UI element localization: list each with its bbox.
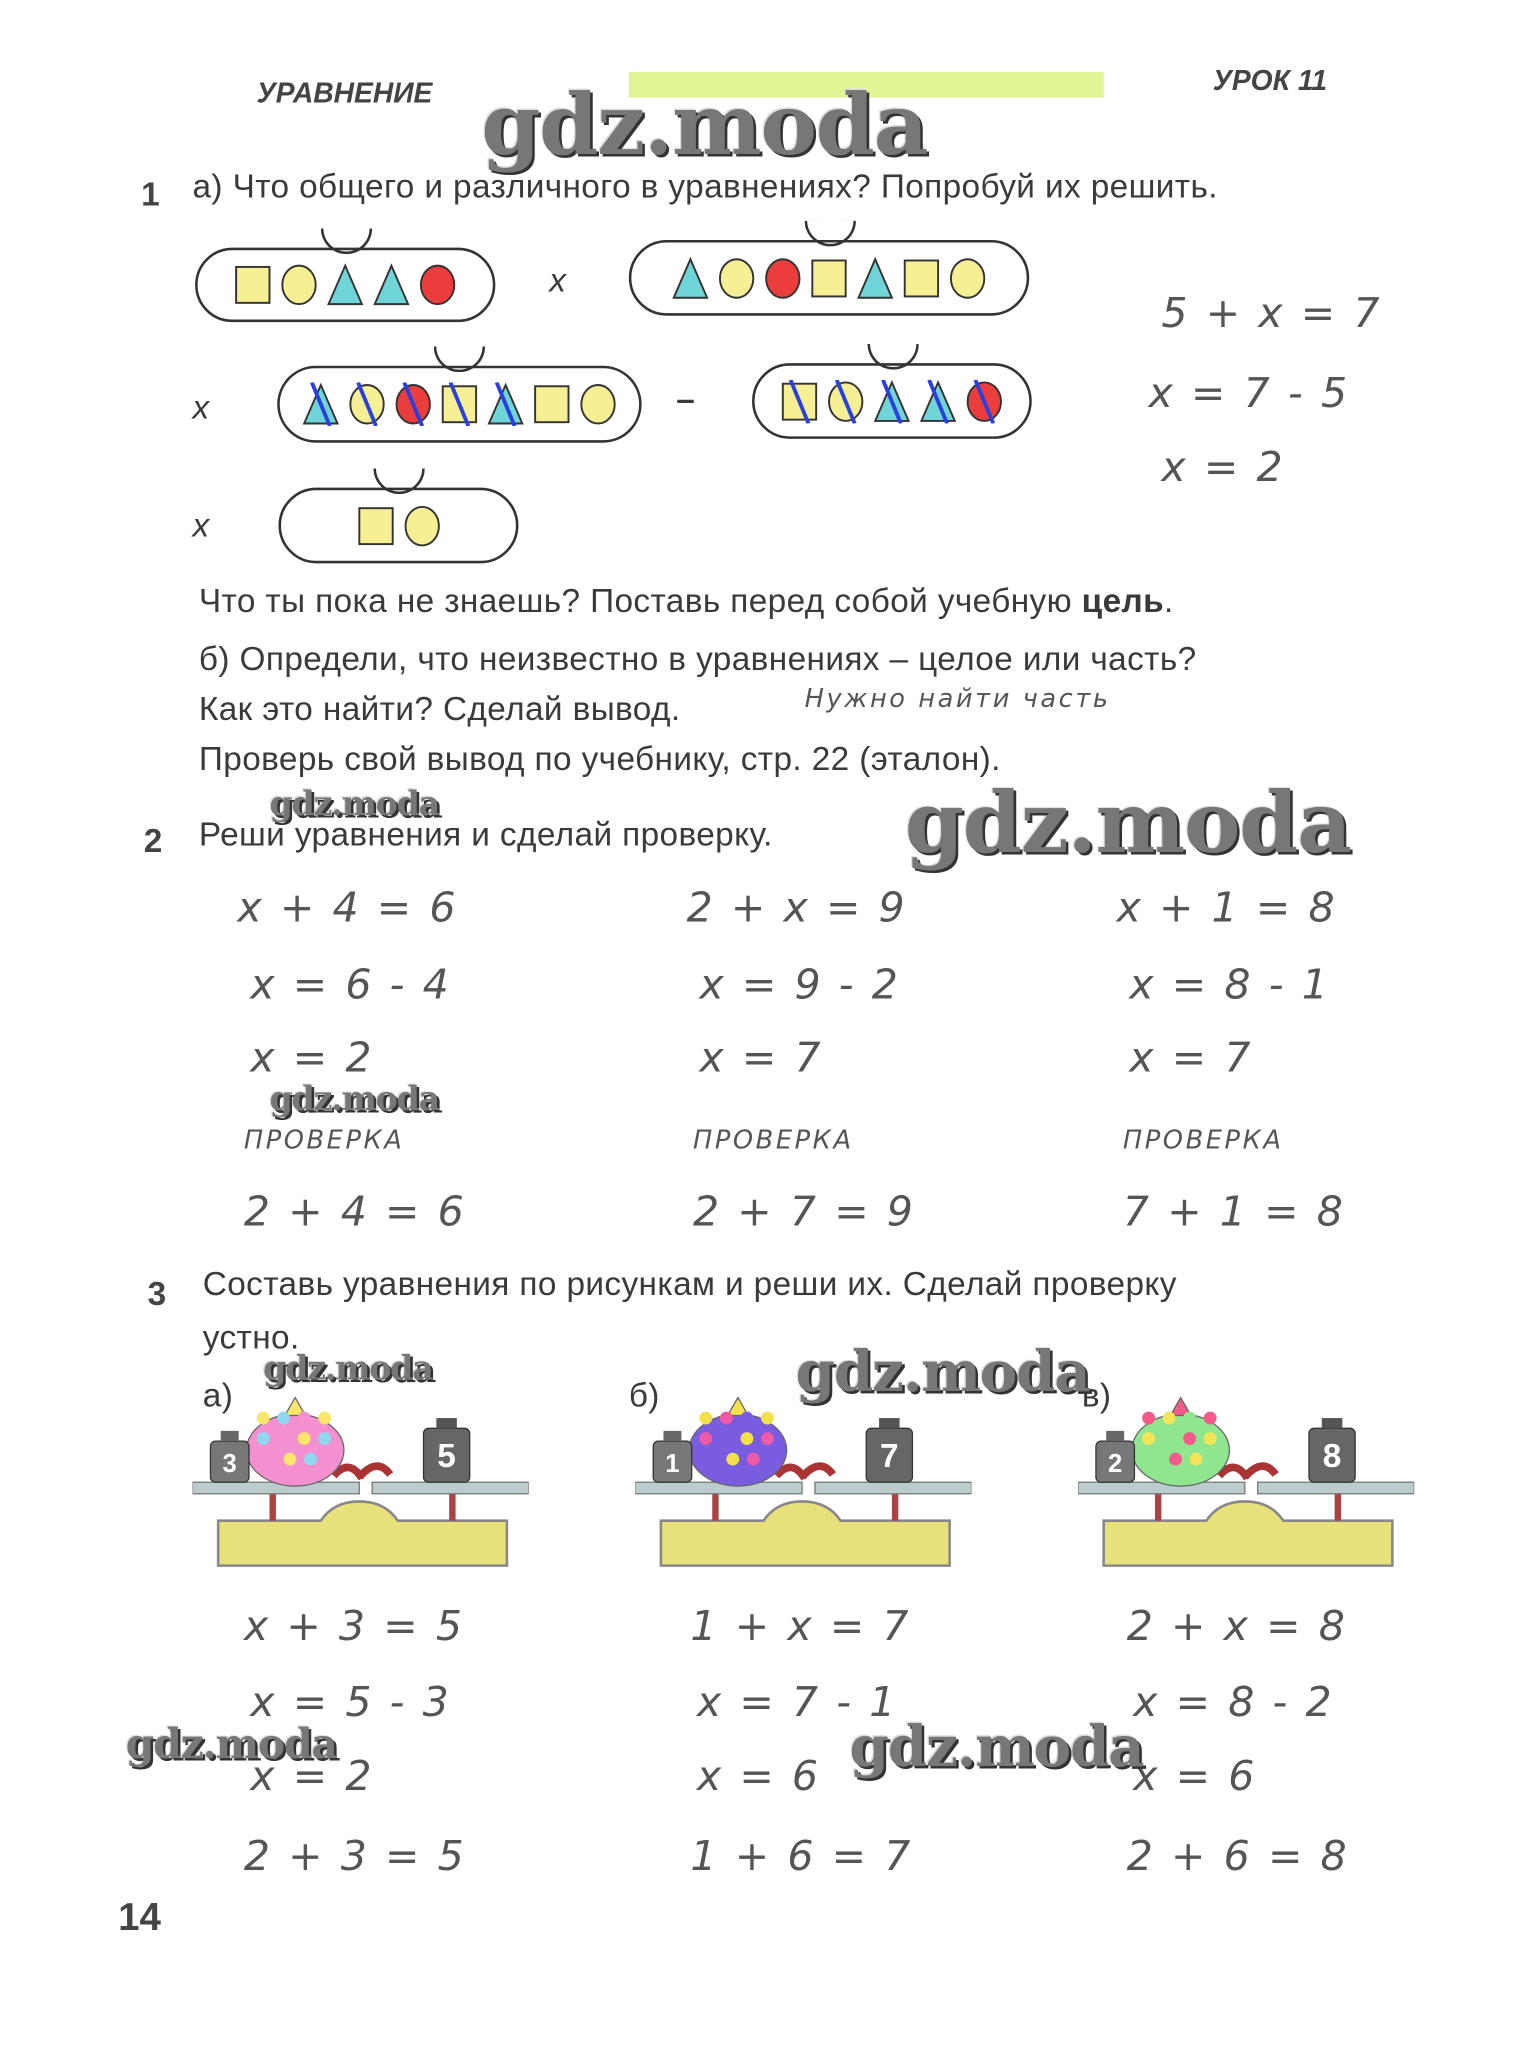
bag-dot [761,1412,774,1425]
bag-dot [277,1432,290,1445]
right-weight-value: 8 [1322,1437,1342,1475]
watermark: gdz.moda [849,1714,1144,1780]
solution-step: x = 5 - 3 [250,1677,452,1727]
triangle-icon [372,263,410,307]
watermark: gdz.moda [269,1080,439,1120]
bag-dot [1142,1412,1155,1425]
task2-number: 2 [143,821,163,860]
balance-scale-icon [635,1392,971,1574]
equation: x + 4 = 6 [237,882,459,932]
bag-dot [277,1412,290,1425]
solution-line-3: x = 2 [1161,442,1286,492]
triangle-icon [919,379,957,423]
bag-dot [304,1453,317,1466]
item-label: а) [202,1375,234,1415]
solution-answer: x = 7 [1129,1033,1254,1082]
check-equation: 2 + 4 = 6 [243,1187,467,1236]
square-icon [533,382,571,426]
bag-dot [740,1432,753,1445]
circle-icon [348,382,386,426]
solution-line-1: 5 + x = 7 [1161,288,1383,338]
solution-step: x = 6 - 4 [250,959,452,1009]
check-label: ПРОВЕРКА [243,1124,405,1155]
bag-dot [257,1432,270,1445]
bag-dot [726,1453,739,1466]
circle-icon [948,256,986,300]
bag-dot [1190,1453,1203,1466]
watermark: gdz.moda [795,1339,1090,1406]
square-icon [780,379,818,423]
solution-step: x = 8 - 2 [1133,1677,1335,1727]
bag-dot [325,1453,338,1466]
triangle-icon [486,382,524,426]
solution-step: x = 8 - 1 [1129,959,1331,1009]
task1-b-text2: Как это найти? Сделай вывод. [198,689,681,728]
solution-step: x = 7 - 1 [696,1677,898,1727]
question-bold: цель [1081,581,1165,620]
square-icon [356,504,394,548]
triangle-icon [873,379,911,423]
watermark: gdz.moda [269,785,439,824]
bag-dot [1183,1432,1196,1445]
page-number: 14 [118,1896,161,1940]
solution-answer: x = 6 [1133,1751,1257,1801]
item-label: в) [1081,1375,1112,1415]
circle-icon [579,382,617,426]
bag-dot [1142,1432,1155,1445]
lesson-number: УРОК 11 [1212,64,1328,97]
shape-group-2 [629,240,1029,316]
square-icon [902,256,940,300]
square-icon [810,256,848,300]
solution-line-2: x = 7 - 5 [1148,368,1350,418]
square-icon [234,263,272,307]
bag-dot [257,1412,270,1425]
equation: 1 + x = 7 [690,1601,912,1651]
solution-answer: x = 2 [250,1751,375,1801]
bag-dot [1204,1412,1217,1425]
bag-dot [1163,1432,1176,1445]
bag-dot [740,1412,753,1425]
balance-scale-icon [1078,1392,1414,1574]
circle-red-icon [394,382,432,426]
triangle-icon [326,263,364,307]
check-equation: 1 + 6 = 7 [690,1831,913,1881]
shape-group-1 [195,248,495,322]
circle-icon [402,504,440,548]
bag-dot [720,1412,733,1425]
solution-answer: x = 2 [250,1033,375,1082]
minus-symbol: – [676,379,696,419]
check-label: ПРОВЕРКА [1122,1124,1284,1155]
bag-dot [747,1453,760,1466]
left-weight-value: 1 [665,1449,680,1478]
x-symbol: x [549,260,567,300]
solution-step: x = 9 - 2 [699,959,901,1009]
right-weight-value: 5 [437,1437,456,1475]
bag-dot [298,1432,311,1445]
task3-text2: устно. [202,1317,300,1357]
left-weight-value: 2 [1108,1449,1123,1478]
circle-icon [826,379,864,423]
question-text: Что ты пока не знаешь? Поставь перед собой учебную цель. [198,581,1174,620]
right-weight-value: 7 [880,1437,899,1475]
check-label: ПРОВЕРКА [692,1124,854,1155]
handwritten-conclusion: Нужно найти часть [804,682,1111,714]
balance-scale-icon [192,1392,528,1574]
triangle-icon [302,382,340,426]
task1-number: 1 [141,174,160,214]
check-equation: 2 + 7 = 9 [692,1187,916,1236]
shape-group-5 [278,488,518,564]
task1-b-text: б) Определи, что неизвестно в уравнениях – целое или часть? [198,639,1197,678]
triangle-icon [856,256,894,300]
watermark: gdz.moda [481,74,928,175]
equation: x + 3 = 5 [243,1601,465,1651]
bag-dot [1210,1453,1223,1466]
bag-dot [1183,1412,1196,1425]
bag-dot [284,1453,297,1466]
watermark: gdz.moda [125,1719,337,1769]
task1-a-text: а) Что общего и различного в уравнениях? Попробуй их решить. [192,166,1218,206]
circle-red-icon [764,256,802,300]
task3-number: 3 [147,1274,167,1313]
check-equation: 7 + 1 = 8 [1122,1187,1346,1236]
task2-text: Реши уравнения и сделай проверку. [198,814,773,854]
bag-dot [761,1432,774,1445]
equation: 2 + x = 8 [1126,1601,1348,1651]
task3-text: Составь уравнения по рисункам и реши их. Сделай проверку [202,1264,1177,1303]
check-equation: 2 + 3 = 5 [243,1831,467,1881]
bag-dot [298,1412,311,1425]
circle-red-icon [965,379,1003,423]
bag-dot [1163,1412,1176,1425]
bag-dot [1169,1453,1182,1466]
question-main: Что ты пока не знаешь? Поставь перед собой учебную [198,581,1073,620]
triangle-icon [671,256,709,300]
bag-dot [318,1432,331,1445]
bag-dot [699,1412,712,1425]
shape-group-4 [752,363,1032,439]
x-symbol: x [192,505,210,545]
bag-dot [318,1412,331,1425]
topic-title: УРАВНЕНИЕ [256,76,433,110]
shape-group-3 [277,366,641,443]
watermark: gdz.moda [904,772,1351,873]
square-icon [440,382,478,426]
left-weight-value: 3 [222,1449,237,1478]
watermark: gdz.moda [263,1350,433,1389]
check-text: Проверь свой вывод по учебнику, стр. 22 (эталон). [198,739,1001,778]
bag-dot [767,1453,780,1466]
bag-dot [699,1432,712,1445]
circle-icon [280,263,318,307]
check-equation: 2 + 6 = 8 [1126,1831,1350,1881]
bag-dot [720,1432,733,1445]
circle-red-icon [418,263,456,307]
equation: 2 + x = 9 [686,882,908,932]
equation: x + 1 = 8 [1116,882,1338,932]
bag-dot [1149,1453,1162,1466]
solution-answer: x = 6 [696,1751,821,1801]
bag-dot [706,1453,719,1466]
bag-dot [263,1453,276,1466]
item-label: б) [628,1375,660,1415]
bag-dot [1204,1432,1217,1445]
solution-answer: x = 7 [699,1033,824,1082]
x-symbol: x [192,387,210,427]
circle-icon [717,256,755,300]
